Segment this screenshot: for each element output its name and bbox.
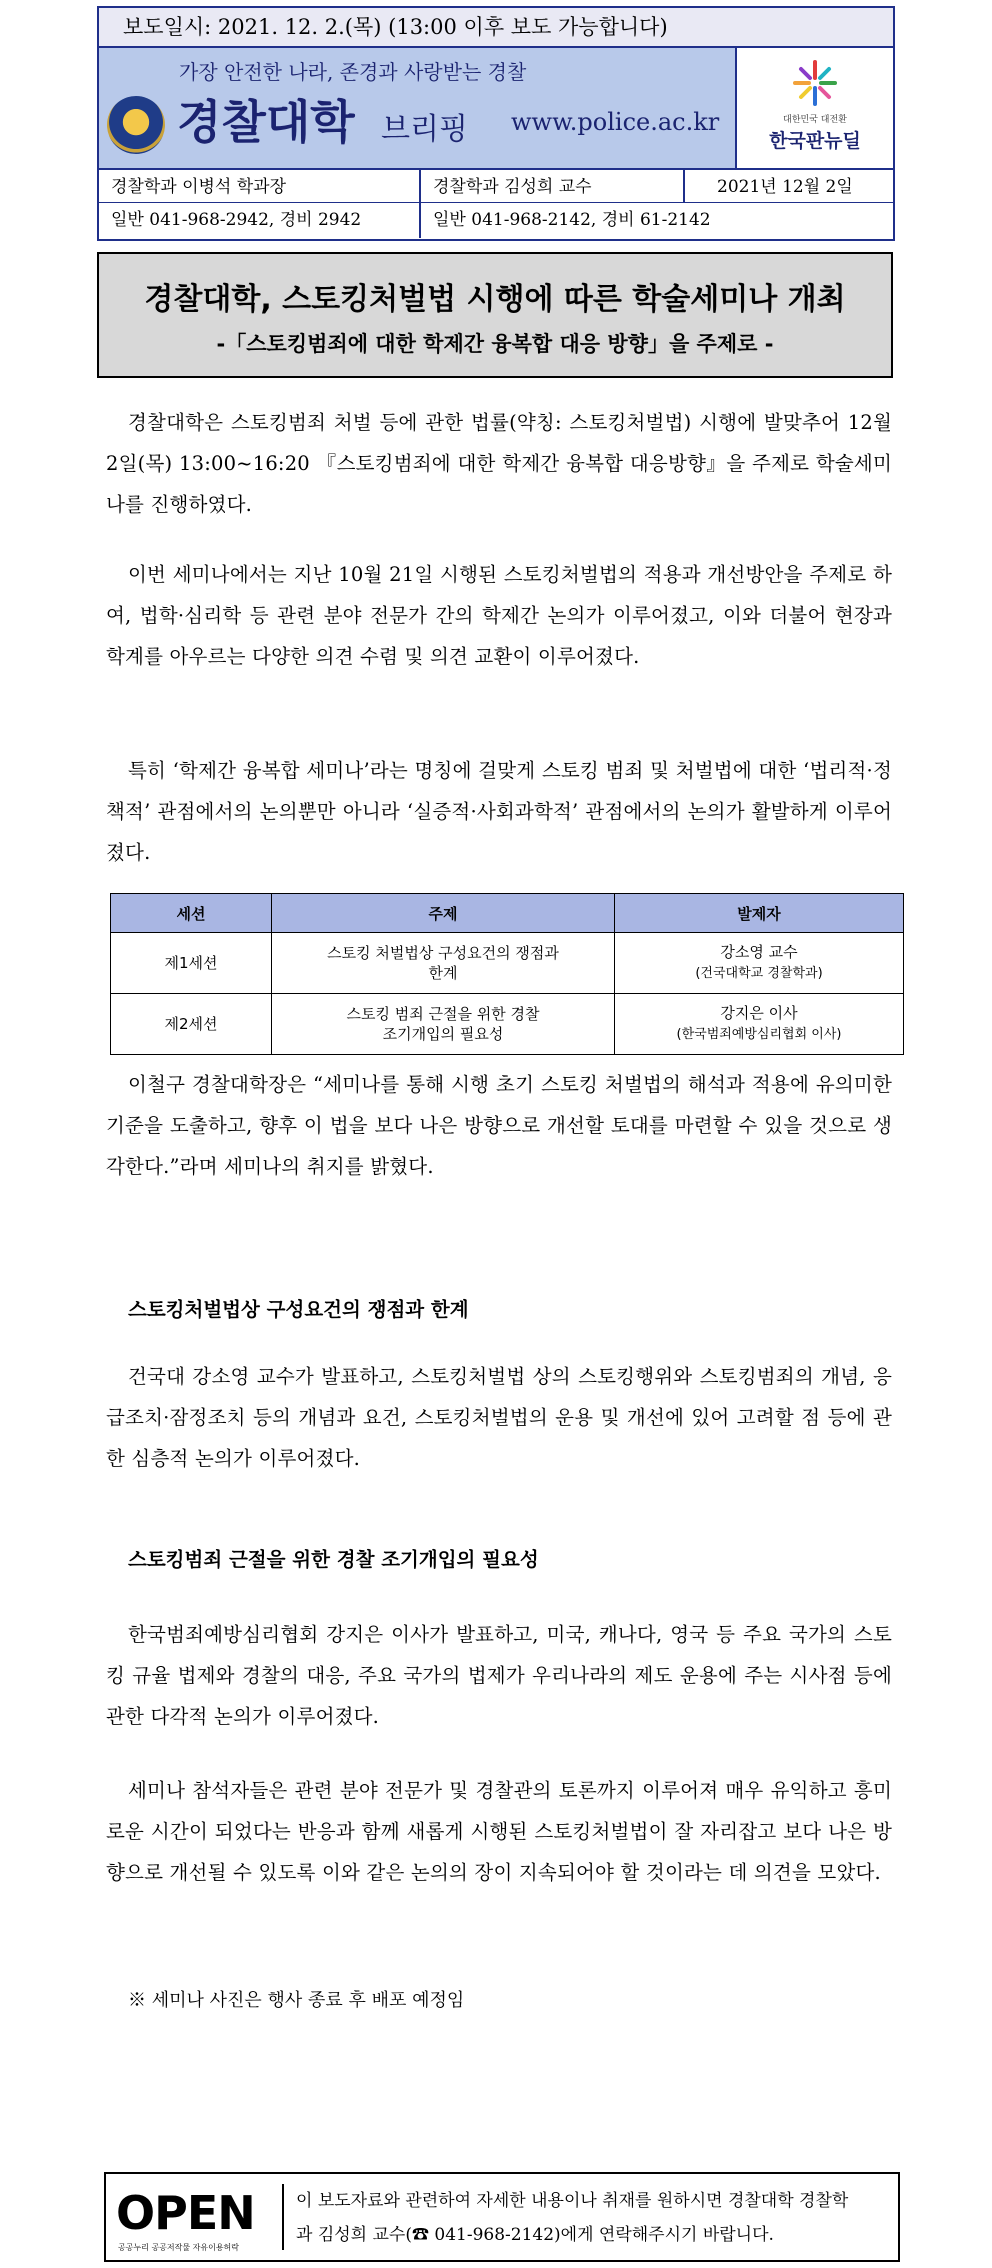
col-topic: 주제 <box>272 894 615 933</box>
open-license-logo: OPEN <box>116 2186 255 2240</box>
presenter-affiliation: (건국대학교 경찰학과) <box>695 966 823 981</box>
police-emblem-icon <box>107 96 165 154</box>
section-heading-1: 스토킹처벌법상 구성요건의 쟁점과 한계 <box>128 1298 469 1321</box>
contact-notice-line1: 이 보도자료와 관련하여 자세한 내용이나 취재를 원하시면 경찰대학 경찰학 <box>296 2191 849 2211</box>
contact-row-phones <box>99 203 893 238</box>
website-url[interactable]: www.police.ac.kr <box>511 108 720 136</box>
col-session: 세션 <box>111 894 272 933</box>
presenter-affiliation: (한국범죄예방심리협회 이사) <box>676 1027 842 1042</box>
topic-line: 조기개입의 필요성 <box>382 1025 504 1043</box>
contact-notice <box>282 2184 908 2250</box>
contact-row-names <box>99 168 893 203</box>
presenter-cell <box>615 933 904 994</box>
release-date-short: 2021년 12월 2일 <box>717 177 853 197</box>
topic-line: 스토킹 범죄 근절을 위한 경찰 <box>346 1005 540 1023</box>
new-deal-title: 한국판뉴딜 <box>769 130 861 152</box>
paragraph-2: 이번 세미나에서는 지난 10월 21일 시행된 스토킹처벌법의 적용과 개선방안을 주제로 하여, 법학·심리학 등 관련 분야 전문가 간의 학제간 논의가 이루어졌고, 이와 더불어 현장과 학계를 아우르는 다양한 의견 수렴 및 의견 교환이 이루어졌다. <box>106 563 892 668</box>
session-table <box>110 893 904 1055</box>
headline-box <box>97 252 893 378</box>
session-cell: 제1세션 <box>111 933 272 994</box>
table-row <box>111 933 904 994</box>
brand-band <box>99 48 737 168</box>
subheadline: -「스토킹범죄에 대한 학제간 융복합 대응 방향」을 주제로 - <box>216 332 774 356</box>
open-license-caption: 공공누리 공공저작물 자유이용허락 <box>118 2243 240 2252</box>
presenter-name: 강지은 이사 <box>720 1004 798 1022</box>
new-deal-icon <box>787 58 843 108</box>
section-heading-2: 스토킹범죄 근절을 위한 경찰 조기개입의 필요성 <box>128 1548 539 1571</box>
contact2-name: 경찰학과 김성희 교수 <box>421 170 685 202</box>
paragraph-3: 특히 ‘학제간 융복합 세미나’라는 명칭에 걸맞게 스토킹 범죄 및 처벌법에 대한 ‘법리적·정책적’ 관점에서의 논의뿐만 아니라 ‘실증적·사회과학적’ 관점에서의 논의가 활발하게 이루어졌다. <box>106 759 892 864</box>
briefing-header <box>97 6 895 241</box>
headline: 경찰대학, 스토킹처벌법 시행에 따른 학술세미나 개최 <box>144 282 846 317</box>
topic-cell <box>272 994 615 1055</box>
contact-notice-line2: 과 김성희 교수(☎ 041-968-2142)에게 연락해주시기 바랍니다. <box>296 2225 774 2245</box>
paragraph-6: 한국범죄예방심리협회 강지은 이사가 발표하고, 미국, 캐나다, 영국 등 주요 국가의 스토킹 규율 법제와 경찰의 대응, 주요 국가의 법제가 우리나라의 제도 운용에 주는 시사점 등에 관한 다각적 논의가 이루어졌다. <box>106 1623 892 1728</box>
table-header-row <box>111 894 904 933</box>
paragraph-5: 건국대 강소영 교수가 발표하고, 스토킹처벌법 상의 스토킹행위와 스토킹범죄의 개념, 응급조치·잠정조치 등의 개념과 요건, 스토킹처벌법의 운용 및 개선에 있어 고려할 점 등에 관한 심층적 논의가 이루어졌다. <box>106 1365 892 1470</box>
new-deal-caption: 대한민국 대전환 <box>783 115 847 125</box>
topic-line: 한계 <box>428 964 458 982</box>
paragraph-1: 경찰대학은 스토킹범죄 처벌 등에 관한 법률(약칭: 스토킹처벌법) 시행에 발맞추어 12월 2일(목) 13:00~16:20 『스토킹범죄에 대한 학제간 융복합 대응방향』을 주제로 학술세미나를 진행하였다. <box>106 411 892 516</box>
slogan: 가장 안전한 나라, 존경과 사랑받는 경찰 <box>179 60 527 84</box>
contact1-phone: 일반 041-968-2942, 경비 2942 <box>99 203 421 238</box>
photo-note: ※ 세미나 사진은 행사 종료 후 배포 예정임 <box>128 1990 465 2011</box>
col-presenter: 발제자 <box>615 894 904 933</box>
presenter-cell <box>615 994 904 1055</box>
contact2-phone: 일반 041-968-2142, 경비 61-2142 <box>433 210 711 230</box>
contact1-name: 경찰학과 이병석 학과장 <box>99 170 421 202</box>
paragraph-7: 세미나 참석자들은 관련 분야 전문가 및 경찰관의 토론까지 이루어져 매우 유익하고 흥미로운 시간이 되었다는 반응과 함께 새롭게 시행된 스토킹처벌법이 잘 자리잡고 보다 나은 방향으로 개선될 수 있도록 이와 같은 논의의 장이 지속되어야 할 것이라는 데 의견을 모았다. <box>106 1779 892 1884</box>
presenter-name: 강소영 교수 <box>720 943 798 961</box>
topic-cell <box>272 933 615 994</box>
new-deal-logo <box>737 48 893 168</box>
paragraph-4: 이철구 경찰대학장은 “세미나를 통해 시행 초기 스토킹 처벌법의 해석과 적용에 유의미한 기준을 도출하고, 향후 이 법을 보다 나은 방향으로 개선할 토대를 마련할 수 있을 것으로 생각한다.”라며 세미나의 취지를 밝혔다. <box>106 1073 892 1178</box>
brief-label: 브리핑 <box>381 112 468 147</box>
session-cell: 제2세션 <box>111 994 272 1055</box>
table-row <box>111 994 904 1055</box>
topic-line: 스토킹 처벌법상 구성요건의 쟁점과 <box>327 944 559 962</box>
release-date: 보도일시: 2021. 12. 2.(목) (13:00 이후 보도 가능합니다) <box>99 8 893 48</box>
footer-box <box>104 2172 900 2262</box>
brand-name: 경찰대학 <box>177 95 355 149</box>
